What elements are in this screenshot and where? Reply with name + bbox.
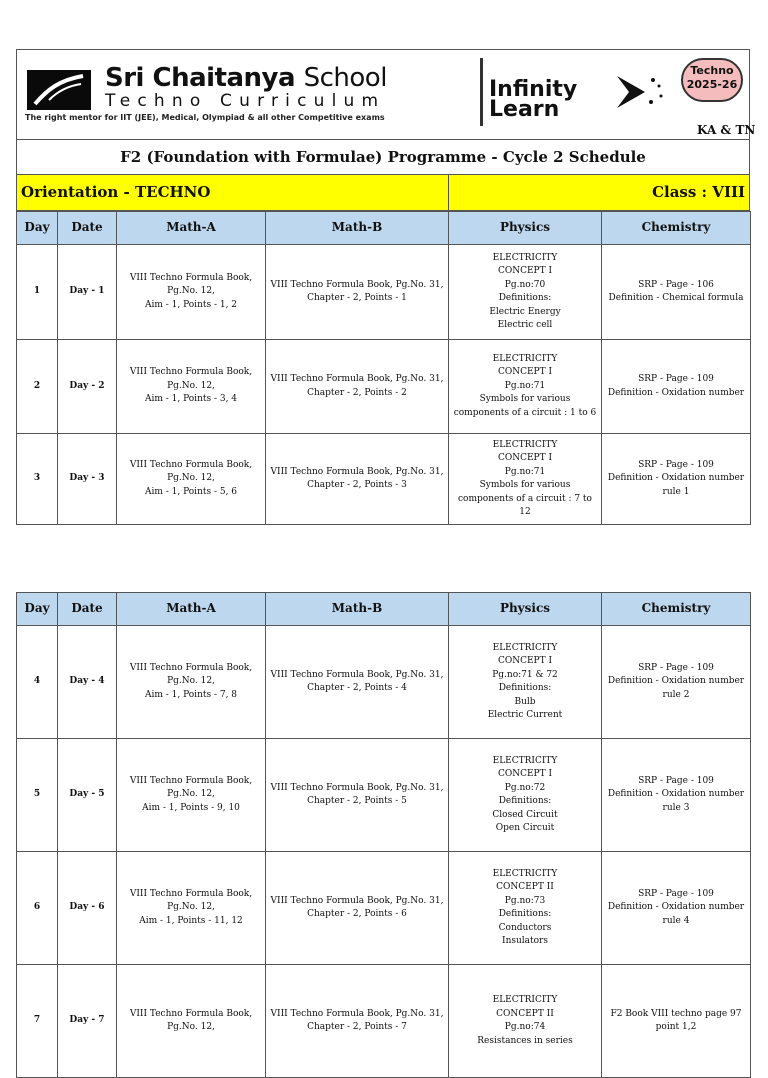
physics-cell: ELECTRICITY CONCEPT I Pg.no:72 Definitions: Closed Circuit Open Circuit — [449, 739, 602, 852]
table-row — [17, 340, 751, 434]
math-b-cell: VIII Techno Formula Book, Pg.No. 31, Chapter - 2, Points - 6 — [266, 852, 449, 965]
col-header-physics: Physics — [449, 212, 602, 245]
math-b-cell: VIII Techno Formula Book, Pg.No. 31, Chapter - 2, Points - 1 — [266, 245, 449, 340]
techno-year-badge: Techno 2025-26 — [681, 58, 743, 102]
arrow-icon — [615, 72, 665, 112]
day-cell: 5 — [17, 739, 58, 852]
orientation-divider — [448, 175, 449, 210]
math-a-cell: VIII Techno Formula Book, Pg.No. 12, Aim - 1, Points - 7, 8 — [117, 626, 266, 739]
col-header-math-b: Math-B — [266, 212, 449, 245]
col-header-physics: Physics — [449, 593, 602, 626]
chemistry-cell: SRP - Page - 109 Definition - Oxidation number rule 2 — [602, 626, 751, 739]
page-title: F2 (Foundation with Formulae) Programme - Cycle 2 Schedule — [16, 140, 750, 175]
chemistry-cell: SRP - Page - 109 Definition - Oxidation number rule 4 — [602, 852, 751, 965]
school-header — [16, 49, 756, 140]
date-cell: Day - 4 — [58, 626, 117, 739]
date-cell: Day - 2 — [58, 340, 117, 434]
col-header-day: Day — [17, 593, 58, 626]
date-cell: Day - 1 — [58, 245, 117, 340]
day-cell: 7 — [17, 965, 58, 1078]
school-name: Sri Chaitanya School — [105, 63, 387, 93]
chemistry-cell: SRP - Page - 109 Definition - Oxidation number rule 3 — [602, 739, 751, 852]
schedule-table-2 — [16, 592, 751, 1078]
col-header-chemistry: Chemistry — [602, 212, 751, 245]
col-header-chemistry: Chemistry — [602, 593, 751, 626]
physics-cell: ELECTRICITY CONCEPT I Pg.no:70 Definitions: Electric Energy Electric cell — [449, 245, 602, 340]
class-label: Class : VIII — [652, 183, 745, 201]
chemistry-cell: SRP - Page - 106 Definition - Chemical formula — [602, 245, 751, 340]
day-cell: 3 — [17, 434, 58, 525]
schedule-table-1 — [16, 211, 751, 525]
date-cell: Day - 3 — [58, 434, 117, 525]
day-cell: 6 — [17, 852, 58, 965]
math-a-cell: VIII Techno Formula Book, Pg.No. 12, Aim - 1, Points - 9, 10 — [117, 739, 266, 852]
table-row — [17, 245, 751, 340]
col-header-math-b: Math-B — [266, 593, 449, 626]
physics-cell: ELECTRICITY CONCEPT I Pg.no:71 & 72 Definitions: Bulb Electric Current — [449, 626, 602, 739]
math-a-cell: VIII Techno Formula Book, Pg.No. 12, Aim - 1, Points - 1, 2 — [117, 245, 266, 340]
math-a-cell: VIII Techno Formula Book, Pg.No. 12, Aim - 1, Points - 3, 4 — [117, 340, 266, 434]
col-header-math-a: Math-A — [117, 593, 266, 626]
math-a-cell: VIII Techno Formula Book, Pg.No. 12, Aim - 1, Points - 5, 6 — [117, 434, 266, 525]
col-header-math-a: Math-A — [117, 212, 266, 245]
math-a-cell: VIII Techno Formula Book, Pg.No. 12, Aim - 1, Points - 11, 12 — [117, 852, 266, 965]
physics-cell: ELECTRICITY CONCEPT I Pg.no:71 Symbols for various components of a circuit : 1 to 6 — [449, 340, 602, 434]
school-logo — [27, 70, 91, 110]
orientation-row — [16, 175, 750, 211]
table-row — [17, 434, 751, 525]
physics-cell: ELECTRICITY CONCEPT I Pg.no:71 Symbols for various components of a circuit : 7 to 12 — [449, 434, 602, 525]
table-row — [17, 626, 751, 739]
orientation-label: Orientation - TECHNO — [21, 183, 211, 201]
table-header-row — [17, 212, 751, 245]
math-b-cell: VIII Techno Formula Book, Pg.No. 31, Chapter - 2, Points - 7 — [266, 965, 449, 1078]
date-cell: Day - 5 — [58, 739, 117, 852]
table-row — [17, 965, 751, 1078]
chemistry-cell: SRP - Page - 109 Definition - Oxidation number rule 1 — [602, 434, 751, 525]
region-label: KA & TN — [697, 123, 756, 137]
table-row — [17, 739, 751, 852]
school-tagline: The right mentor for IIT (JEE), Medical, Olympiad & all other Competitive exams — [25, 113, 385, 122]
infinity-learn-logo: Infinity Learn — [489, 77, 578, 122]
math-b-cell: VIII Techno Formula Book, Pg.No. 31, Chapter - 2, Points - 4 — [266, 626, 449, 739]
day-cell: 2 — [17, 340, 58, 434]
col-header-date: Date — [58, 593, 117, 626]
math-b-cell: VIII Techno Formula Book, Pg.No. 31, Chapter - 2, Points - 2 — [266, 340, 449, 434]
date-cell: Day - 6 — [58, 852, 117, 965]
chemistry-cell: SRP - Page - 109 Definition - Oxidation number — [602, 340, 751, 434]
date-cell: Day - 7 — [58, 965, 117, 1078]
header-divider — [480, 58, 483, 126]
table-header-row — [17, 593, 751, 626]
col-header-date: Date — [58, 212, 117, 245]
physics-cell: ELECTRICITY CONCEPT II Pg.no:74 Resistances in series — [449, 965, 602, 1078]
col-header-day: Day — [17, 212, 58, 245]
math-b-cell: VIII Techno Formula Book, Pg.No. 31, Chapter - 2, Points - 3 — [266, 434, 449, 525]
physics-cell: ELECTRICITY CONCEPT II Pg.no:73 Definitions: Conductors Insulators — [449, 852, 602, 965]
day-cell: 1 — [17, 245, 58, 340]
day-cell: 4 — [17, 626, 58, 739]
math-a-cell: VIII Techno Formula Book, Pg.No. 12, — [117, 965, 266, 1078]
math-b-cell: VIII Techno Formula Book, Pg.No. 31, Chapter - 2, Points - 5 — [266, 739, 449, 852]
chemistry-cell: F2 Book VIII techno page 97 point 1,2 — [602, 965, 751, 1078]
table-row — [17, 852, 751, 965]
curriculum-name: Techno Curriculum — [105, 91, 386, 111]
